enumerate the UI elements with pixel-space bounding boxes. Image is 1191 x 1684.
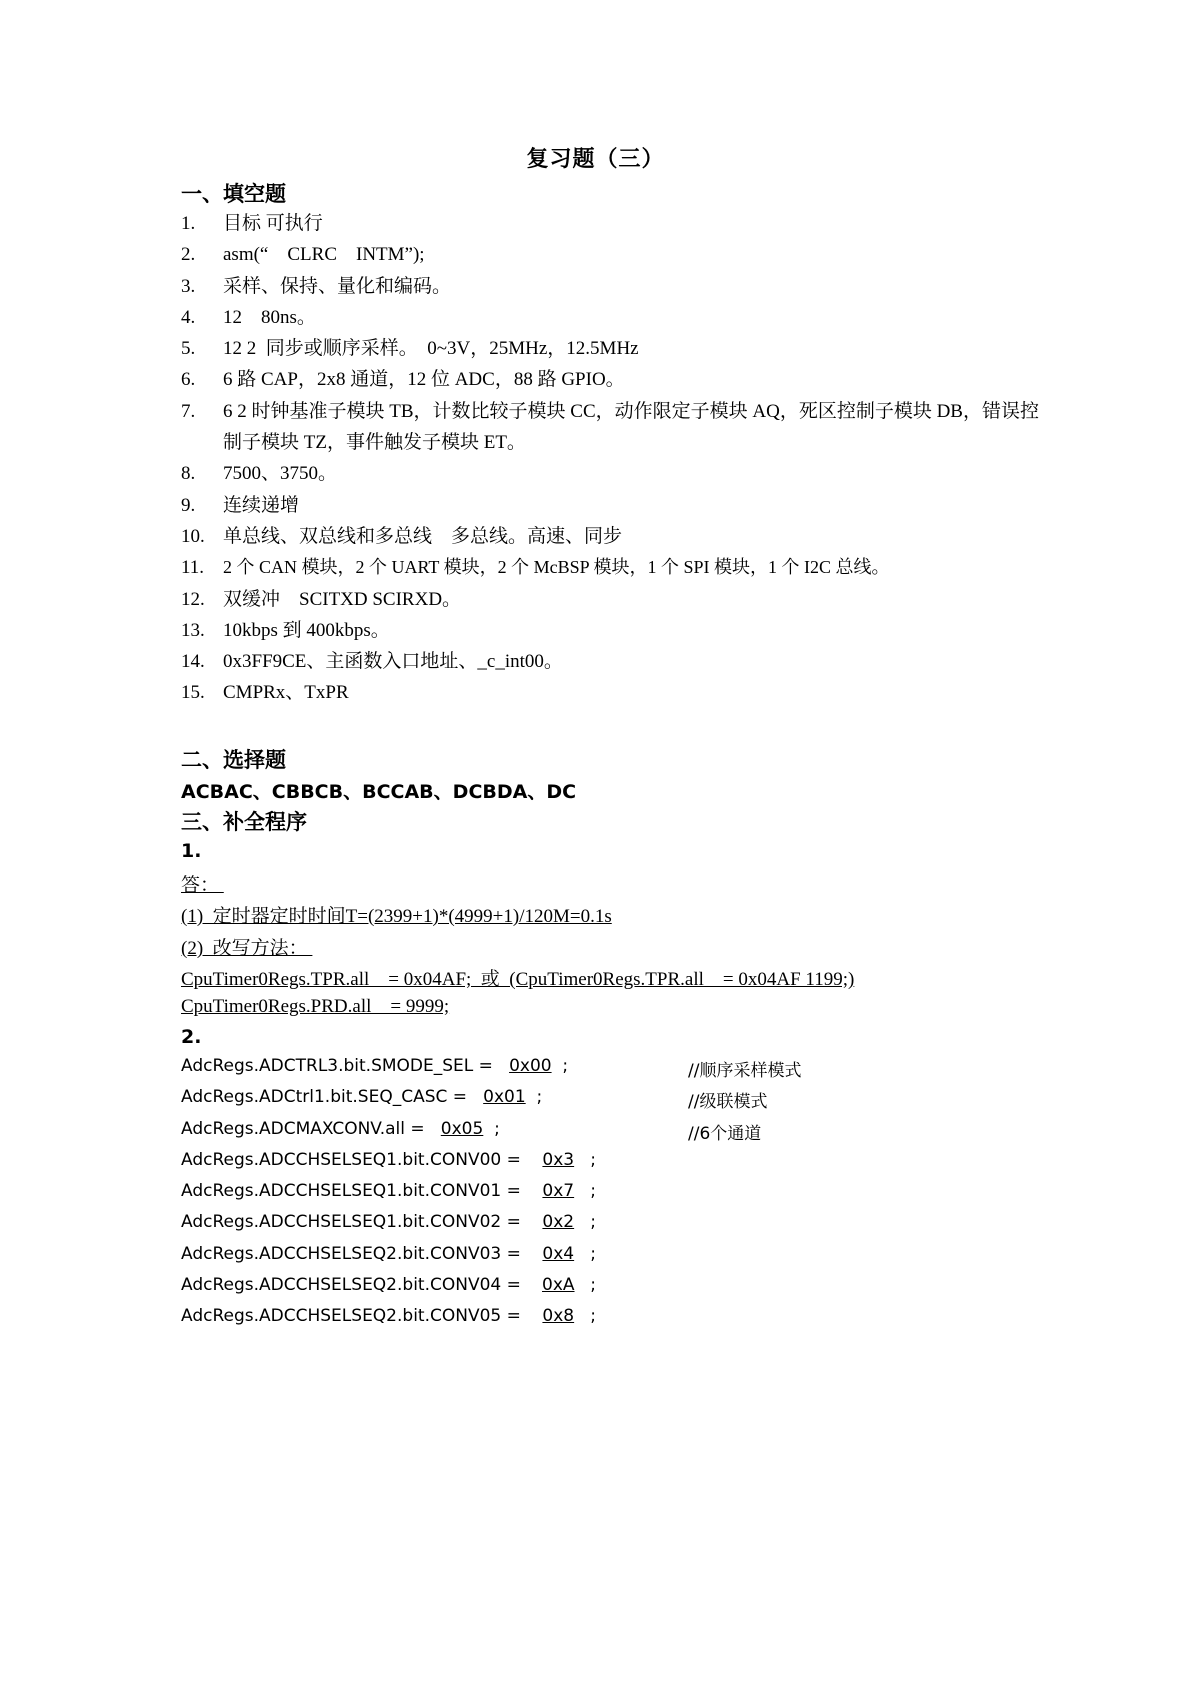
code-lhs: AdcRegs.ADCCHSELSEQ2.bit.CONV03 = [181,1243,527,1264]
fill-value: 0x8 [542,1306,575,1327]
item-text: 12 2 同步或顺序采样。 0~3V，25MHz，12.5MHz [223,338,639,360]
item-text: CMPRx、TxPR [223,682,349,704]
item-number: 9. [181,494,196,516]
code-line [181,1119,1001,1150]
tpr-code-line: CpuTimer0Regs.TPR.all = 0x04AF; 或 (CpuTimer0Regs.TPR.all = 0x04AF 1199;) [181,969,855,990]
fill-value: 0x2 [542,1212,575,1233]
code-line [181,1244,1001,1275]
code-lhs: AdcRegs.ADCCHSELSEQ1.bit.CONV01 = [181,1181,527,1202]
item-number: 14. [181,651,205,673]
item-text: 采样、保持、量化和编码。 [223,275,452,297]
section3-heading: 三、补全程序 [181,809,307,834]
item-text: 双缓冲 SCITXD SCIRXD。 [223,588,462,610]
item-number: 6. [181,369,196,391]
item-text: 目标 可执行 [223,213,323,234]
code-lhs: AdcRegs.ADCCHSELSEQ1.bit.CONV00 = [181,1149,527,1170]
list-item [181,271,1041,302]
item-text: 6 路 CAP，2x8 通道，12 位 ADC，88 路 GPIO。 [223,369,625,391]
code-lhs: AdcRegs.ADCCHSELSEQ1.bit.CONV02 = [181,1212,527,1233]
code-line [181,1275,1001,1306]
fill-value: 0xA [542,1275,575,1296]
item-text: 2 个 CAN 模块，2 个 UART 模块，2 个 McBSP 模块，1 个 SPI 模块，1 个 I2C 总线。 [223,557,890,578]
timer-time-formula: (1) 定时器定时时间T=(2399+1)*(4999+1)/120M=0.1s [181,906,612,927]
code-tail: ; [494,1118,500,1139]
item-number: 11. [181,557,205,579]
code-comment: //顺序采样模式 [688,1061,802,1081]
page-title: 复习题（三） [526,146,665,172]
item-text: 10kbps 到 400kbps。 [223,619,390,641]
list-item [181,396,1041,459]
code-line [181,1150,1001,1181]
code-comment: //6个通道 [688,1123,762,1144]
code-tail: ; [590,1212,597,1233]
code-tail: ; [590,1149,597,1170]
code-tail: ; [590,1275,597,1296]
item-text: 单总线、双总线和多总线 多总线。高速、同步 [223,525,623,547]
list-item [181,677,1041,708]
fill-value: 0x01 [483,1087,526,1108]
item-text: 0x3FF9CE、主函数入口地址、_c_int00。 [223,651,563,673]
fill-value: 0x7 [542,1181,575,1202]
item-number: 2. [181,244,196,266]
fill-value: 0x4 [542,1243,575,1264]
question-2-number: 2. [181,1026,202,1048]
item-text: 6 2 时钟基准子模块 TB，计数比较子模块 CC，动作限定子模块 AQ，死区控制子模块 DB，错误控制子模块 TZ，事件触发子模块 ET。 [223,400,1039,454]
code-tail: ; [536,1087,543,1108]
list-item [181,521,1041,552]
list-item [181,615,1041,646]
answer-label: 答： [181,875,224,896]
item-number: 1. [181,213,196,234]
code-lhs: AdcRegs.ADCtrl1.bit.SEQ_CASC = [181,1087,473,1108]
fill-value: 0x05 [440,1118,484,1139]
list-item [181,458,1041,489]
code-line [181,1056,1001,1087]
list-item [181,584,1041,615]
code-tail: ; [562,1056,569,1076]
fill-value: 0x00 [509,1056,552,1076]
code-line [181,1087,1001,1118]
fill-blank-answer-list [181,208,1041,709]
prd-code-line: CpuTimer0Regs.PRD.all = 9999; [181,996,450,1017]
list-item [181,239,1041,270]
item-number: 13. [181,619,205,641]
rewrite-method-label: (2) 改写方法： [181,938,313,959]
section1-heading: 一、填空题 [181,181,286,206]
code-lhs: AdcRegs.ADCCHSELSEQ2.bit.CONV04 = [181,1275,527,1296]
code-line [181,1181,1001,1212]
item-number: 10. [181,525,205,547]
list-item [181,333,1041,364]
code-comment: //级联模式 [688,1092,768,1113]
item-number: 8. [181,463,196,485]
list-item [181,552,1041,583]
item-text: asm(“ CLRC INTM”); [223,244,425,266]
list-item [181,364,1041,395]
code-tail: ; [590,1306,597,1327]
choice-answers: ACBAC、CBBCB、BCCAB、DCBDA、DC [181,781,577,803]
item-number: 7. [181,400,196,422]
question-1-number: 1. [181,840,202,862]
code-tail: ; [590,1181,597,1202]
code-lhs: AdcRegs.ADCTRL3.bit.SMODE_SEL = [181,1056,499,1076]
item-text: 连续递增 [223,494,300,516]
list-item [181,208,1041,239]
code-tail: ; [590,1243,597,1264]
code-lhs: AdcRegs.ADCMAXCONV.all = [181,1118,431,1139]
item-text: 7500、3750。 [223,463,338,485]
list-item [181,490,1041,521]
item-number: 3. [181,275,196,297]
fill-value: 0x3 [542,1149,575,1170]
code-line [181,1306,1001,1337]
item-number: 5. [181,338,196,360]
code-line [181,1212,1001,1243]
item-number: 4. [181,306,196,328]
adc-code-block [181,1056,1001,1338]
item-number: 15. [181,682,205,704]
item-text: 12 80ns。 [223,306,316,328]
section2-heading: 二、选择题 [181,747,286,772]
list-item [181,302,1041,333]
code-lhs: AdcRegs.ADCCHSELSEQ2.bit.CONV05 = [181,1306,527,1327]
item-number: 12. [181,588,205,610]
list-item [181,646,1041,677]
